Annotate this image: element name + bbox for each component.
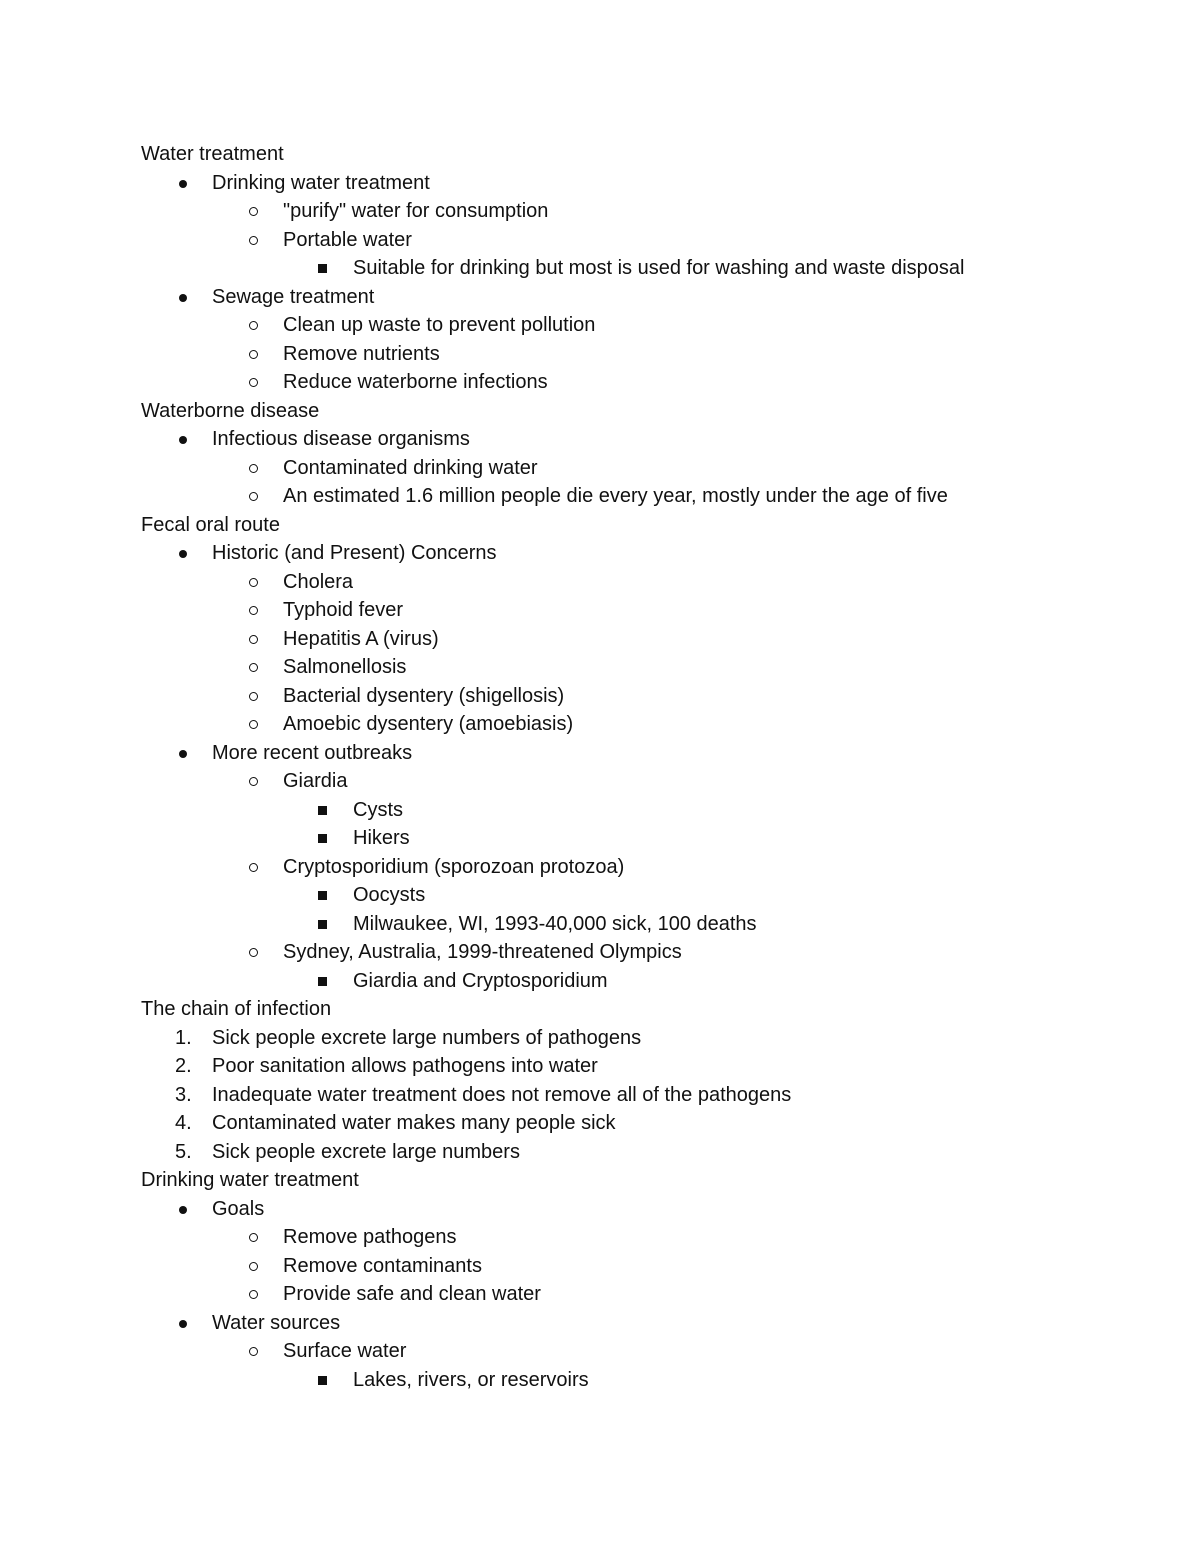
item-text: Salmonellosis — [283, 656, 407, 678]
bullet-circle-icon — [249, 635, 258, 644]
bullet-circle-icon — [249, 948, 258, 957]
sub-sub-bullet-item — [0, 254, 1200, 283]
item-text: Hikers — [353, 827, 410, 849]
bullet-square-icon — [318, 806, 327, 815]
sub-bullet-item — [0, 767, 1200, 796]
section-heading — [0, 140, 1200, 169]
bullet-disc-icon — [179, 436, 187, 444]
item-text: Infectious disease organisms — [212, 428, 470, 450]
sub-bullet-item — [0, 226, 1200, 255]
bullet-item — [0, 283, 1200, 312]
sub-bullet-item — [0, 1223, 1200, 1252]
sub-sub-bullet-item — [0, 967, 1200, 996]
bullet-circle-icon — [249, 692, 258, 701]
item-text: Water sources — [212, 1311, 341, 1334]
heading-text: The chain of infection — [141, 998, 332, 1020]
bullet-disc-icon — [179, 750, 187, 758]
section-heading — [0, 1166, 1200, 1195]
heading-text: Drinking water treatment — [141, 1169, 359, 1191]
item-text: Inadequate water treatment does not remove all of the pathogens — [212, 1083, 792, 1106]
bullet-circle-icon — [249, 321, 258, 330]
bullet-circle-icon — [249, 720, 258, 729]
item-text: Drinking water treatment — [212, 171, 430, 194]
bullet-circle-icon — [249, 236, 258, 245]
item-text: Giardia — [283, 770, 348, 792]
bullet-square-icon — [318, 891, 327, 900]
section-heading — [0, 397, 1200, 426]
list-number: 1. — [175, 1026, 192, 1049]
sub-bullet-item — [0, 710, 1200, 739]
item-text: Cholera — [283, 570, 354, 593]
item-text: Typhoid fever — [283, 599, 404, 621]
sub-sub-bullet-item — [0, 910, 1200, 939]
bullet-item — [0, 425, 1200, 454]
list-number: 3. — [175, 1083, 192, 1106]
sub-bullet-item — [0, 596, 1200, 625]
section-heading — [0, 995, 1200, 1024]
bullet-square-icon — [318, 920, 327, 929]
bullet-item — [0, 739, 1200, 768]
item-text: Remove contaminants — [283, 1254, 482, 1277]
item-text: Goals — [212, 1197, 265, 1220]
numbered-item — [0, 1138, 1200, 1167]
bullet-circle-icon — [249, 492, 258, 501]
bullet-circle-icon — [249, 1233, 258, 1242]
sub-bullet-item — [0, 568, 1200, 597]
list-number: 4. — [175, 1112, 192, 1134]
heading-text: Water treatment — [141, 143, 284, 165]
item-text: Hepatitis A (virus) — [283, 627, 439, 650]
sub-sub-bullet-item — [0, 824, 1200, 853]
bullet-circle-icon — [249, 578, 258, 587]
item-text: Remove pathogens — [283, 1226, 457, 1248]
bullet-disc-icon — [179, 1206, 187, 1214]
section-heading — [0, 511, 1200, 540]
item-text: An estimated 1.6 million people die every year, mostly under the age of five — [283, 485, 948, 507]
bullet-circle-icon — [249, 464, 258, 473]
bullet-square-icon — [318, 264, 327, 273]
bullet-circle-icon — [249, 350, 258, 359]
sub-bullet-item — [0, 197, 1200, 226]
item-text: Historic (and Present) Concerns — [212, 542, 497, 564]
bullet-disc-icon — [179, 180, 187, 188]
bullet-item — [0, 539, 1200, 568]
sub-bullet-item — [0, 1252, 1200, 1281]
bullet-square-icon — [318, 1376, 327, 1385]
sub-bullet-item — [0, 1337, 1200, 1366]
sub-bullet-item — [0, 368, 1200, 397]
sub-bullet-item — [0, 853, 1200, 882]
bullet-circle-icon — [249, 207, 258, 216]
numbered-item — [0, 1081, 1200, 1110]
item-text: Sydney, Australia, 1999-threatened Olympics — [283, 941, 682, 963]
bullet-circle-icon — [249, 378, 258, 387]
bullet-square-icon — [318, 977, 327, 986]
sub-sub-bullet-item — [0, 881, 1200, 910]
bullet-item — [0, 1309, 1200, 1338]
bullet-disc-icon — [179, 294, 187, 302]
item-text: More recent outbreaks — [212, 741, 413, 764]
sub-bullet-item — [0, 653, 1200, 682]
sub-bullet-item — [0, 1280, 1200, 1309]
numbered-item — [0, 1024, 1200, 1053]
sub-bullet-item — [0, 340, 1200, 369]
sub-bullet-item — [0, 938, 1200, 967]
sub-bullet-item — [0, 454, 1200, 483]
bullet-circle-icon — [249, 777, 258, 786]
sub-bullet-item — [0, 482, 1200, 511]
item-text: Bacterial dysentery (shigellosis) — [283, 684, 565, 707]
item-text: Suitable for drinking but most is used for washing and waste disposal — [353, 257, 965, 279]
item-text: Provide safe and clean water — [283, 1283, 541, 1305]
item-text: Portable water — [283, 228, 412, 251]
item-text: Milwaukee, WI, 1993-40,000 sick, 100 deaths — [353, 912, 757, 935]
item-text: Remove nutrients — [283, 342, 440, 365]
sub-bullet-item — [0, 311, 1200, 340]
item-text: Sick people excrete large numbers — [212, 1140, 520, 1163]
item-text: Oocysts — [353, 884, 426, 906]
numbered-item — [0, 1109, 1200, 1138]
item-text: Giardia and Cryptosporidium — [353, 969, 608, 992]
bullet-circle-icon — [249, 1262, 258, 1271]
document-body — [0, 140, 1200, 1394]
item-text: Sewage treatment — [212, 285, 375, 308]
item-text: Clean up waste to prevent pollution — [283, 314, 596, 336]
sub-sub-bullet-item — [0, 1366, 1200, 1395]
item-text: "purify" water for consumption — [283, 200, 549, 222]
bullet-circle-icon — [249, 606, 258, 615]
heading-text: Waterborne disease — [141, 399, 320, 422]
bullet-item — [0, 1195, 1200, 1224]
bullet-square-icon — [318, 834, 327, 843]
bullet-circle-icon — [249, 1290, 258, 1299]
item-text: Lakes, rivers, or reservoirs — [353, 1368, 589, 1391]
item-text: Contaminated drinking water — [283, 456, 538, 479]
sub-bullet-item — [0, 682, 1200, 711]
item-text: Cysts — [353, 798, 403, 821]
item-text: Contaminated water makes many people sick — [212, 1112, 616, 1134]
heading-text: Fecal oral route — [141, 513, 280, 536]
bullet-circle-icon — [249, 1347, 258, 1356]
sub-sub-bullet-item — [0, 796, 1200, 825]
bullet-item — [0, 169, 1200, 198]
sub-bullet-item — [0, 625, 1200, 654]
bullet-disc-icon — [179, 1320, 187, 1328]
bullet-circle-icon — [249, 663, 258, 672]
item-text: Surface water — [283, 1340, 407, 1362]
item-text: Sick people excrete large numbers of pathogens — [212, 1026, 642, 1049]
bullet-circle-icon — [249, 863, 258, 872]
item-text: Amoebic dysentery (amoebiasis) — [283, 713, 574, 735]
list-number: 2. — [175, 1055, 192, 1077]
numbered-item — [0, 1052, 1200, 1081]
list-number: 5. — [175, 1140, 192, 1163]
item-text: Reduce waterborne infections — [283, 371, 548, 393]
item-text: Poor sanitation allows pathogens into water — [212, 1055, 598, 1077]
bullet-disc-icon — [179, 550, 187, 558]
item-text: Cryptosporidium (sporozoan protozoa) — [283, 855, 625, 878]
